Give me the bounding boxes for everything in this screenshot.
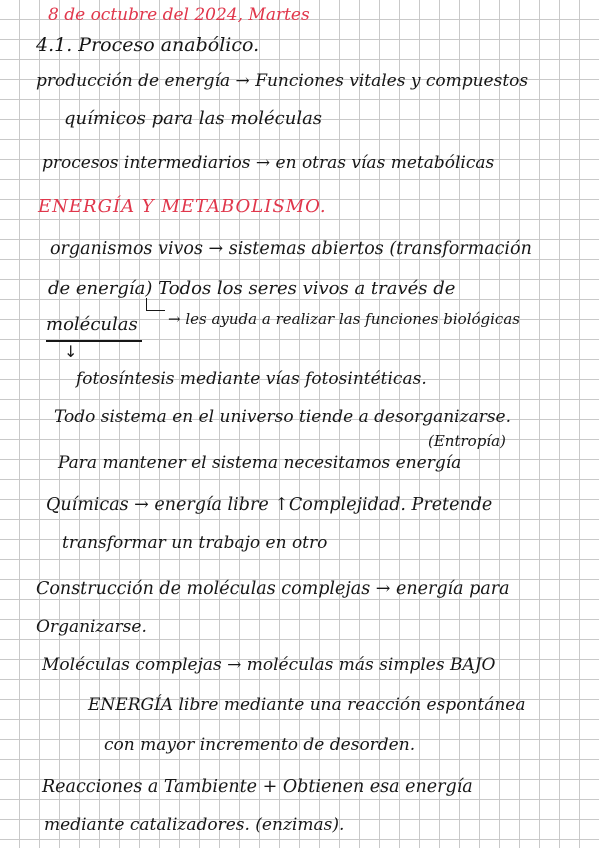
note-date: 8 de octubre del 2024, Martes [48, 5, 310, 25]
note-line: Construcción de moléculas complejas → energía para [36, 579, 510, 599]
note-line: procesos intermediarios → en otras vías metabólicas [42, 153, 495, 173]
section-title: ENERGÍA Y METABOLISMO. [38, 196, 327, 217]
note-line: Moléculas complejas → moléculas más simples BAJO [42, 655, 496, 675]
note-line: de energía) Todos los seres vivos a través de [48, 278, 456, 299]
note-line: Todo sistema en el universo tiende a desorganizarse. [54, 407, 512, 427]
note-line: Organizarse. [36, 617, 147, 637]
note-line: químicos para las moléculas [64, 108, 323, 129]
note-annotation: (Entropía) [428, 432, 506, 450]
note-line: Reacciones a Tambiente + Obtienen esa energía [42, 777, 473, 797]
note-line: organismos vivos → sistemas abiertos (transformación [50, 239, 532, 259]
note-line: mediante catalizadores. (enzimas). [44, 815, 345, 835]
note-line: → les ayuda a realizar las funciones biológicas [168, 310, 520, 328]
note-line: transformar un trabajo en otro [62, 533, 328, 553]
underline [46, 340, 142, 342]
note-line: producción de energía → Funciones vitales y compuestos [36, 71, 529, 91]
note-line: Para mantener el sistema necesitamos energía [58, 453, 462, 473]
note-line: ENERGÍA libre mediante una reacción espontánea [88, 695, 526, 715]
underline-bracket [146, 298, 165, 311]
note-line: moléculas [46, 314, 138, 335]
note-line: con mayor incremento de desorden. [104, 735, 416, 755]
note-line: Químicas → energía libre ↑Complejidad. Pretende [46, 495, 493, 515]
note-line: fotosíntesis mediante vías fotosintéticas. [76, 369, 427, 389]
down-arrow-icon: ↓ [64, 342, 78, 361]
note-heading: 4.1. Proceso anabólico. [36, 34, 260, 56]
